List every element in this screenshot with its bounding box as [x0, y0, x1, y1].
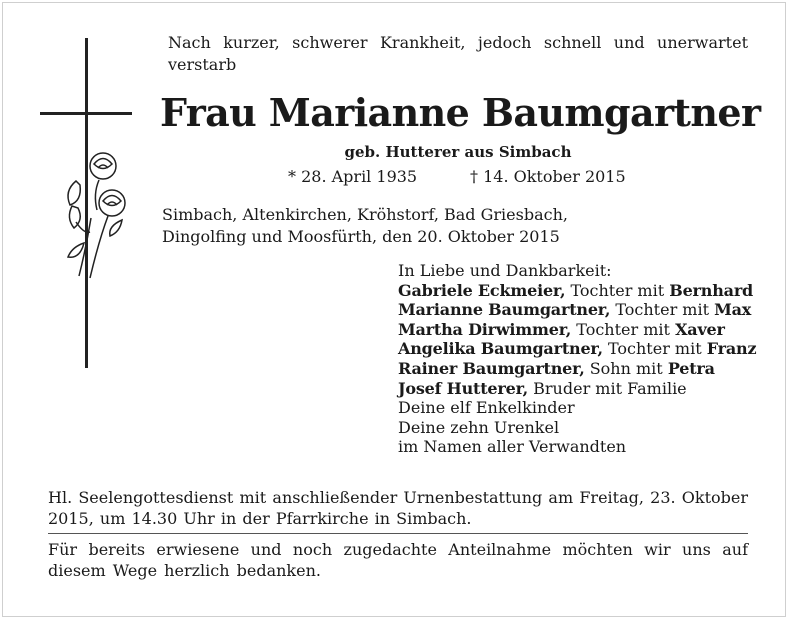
- mourner-relation: Tochter mit: [570, 280, 665, 300]
- mourner-partner: Xaver: [675, 319, 725, 339]
- mourner-entry: [398, 300, 758, 320]
- mourner-partner: Franz: [706, 339, 757, 359]
- mourner-name: Angelika Baumgartner,: [398, 339, 603, 359]
- roses-icon: [54, 148, 134, 283]
- mourner-extra: Deine elf Enkelkinder: [398, 398, 575, 418]
- mourner-entry: [398, 281, 758, 301]
- maiden-name: geb. Hutterer aus Simbach: [344, 143, 572, 161]
- mourner-partner: Max: [714, 300, 752, 320]
- mourner-relation: Tochter mit: [607, 339, 702, 359]
- mourner-partner: Petra: [667, 358, 715, 378]
- funeral-service-text: Hl. Seelengottesdienst mit anschließender Urnenbestattung am Freitag, 23. Oktober 2015, um 14.30 Uhr in der Pfarrkirche in Simbach.: [48, 488, 748, 528]
- place-line: Dingolfing und Moosfürth, den 20. Oktober 2015: [162, 227, 560, 246]
- mourner-entry: [398, 339, 758, 359]
- place-and-date: [162, 204, 722, 248]
- mourner-relation: Bruder mit Familie: [533, 378, 687, 398]
- mourner-relation: Sohn mit: [589, 358, 663, 378]
- mourner-entry: [398, 359, 758, 379]
- mourner-name: Martha Dirwimmer,: [398, 319, 572, 339]
- mourner-name: Rainer Baumgartner,: [398, 358, 585, 378]
- divider: [48, 533, 748, 534]
- mourners-list: [398, 261, 758, 457]
- mourner-partner: Bernhard: [669, 280, 754, 300]
- mourner-name: Marianne Baumgartner,: [398, 300, 611, 320]
- deceased-name: Frau Marianne Baumgartner: [160, 90, 761, 135]
- birth-date: * 28. April 1935: [288, 167, 418, 186]
- cross-horizontal-beam: [40, 112, 132, 115]
- mourner-entry: [398, 379, 758, 399]
- mourner-relation: Tochter mit: [576, 319, 670, 339]
- life-dates: [160, 167, 756, 189]
- mourner-extra: im Namen aller Verwandten: [398, 437, 627, 457]
- mourners-heading: In Liebe und Dankbarkeit:: [398, 261, 612, 280]
- intro-text: Nach kurzer, schwerer Krankheit, jedoch schnell und unerwartet verstarb: [168, 33, 748, 74]
- mourner-relation: Tochter mit: [615, 300, 710, 320]
- mourner-entry: [398, 320, 758, 340]
- death-date: † 14. Oktober 2015: [470, 167, 626, 186]
- mourner-name: Gabriele Eckmeier,: [398, 280, 566, 300]
- mourner-extra: Deine zehn Urenkel: [398, 417, 560, 437]
- mourner-name: Josef Hutterer,: [398, 378, 529, 398]
- thanks-text: Für bereits erwiesene und noch zugedachte Anteilnahme möchten wir uns auf diesem Wege herzlich bedanken.: [48, 540, 748, 580]
- place-line: Simbach, Altenkirchen, Kröhstorf, Bad Griesbach,: [162, 205, 568, 224]
